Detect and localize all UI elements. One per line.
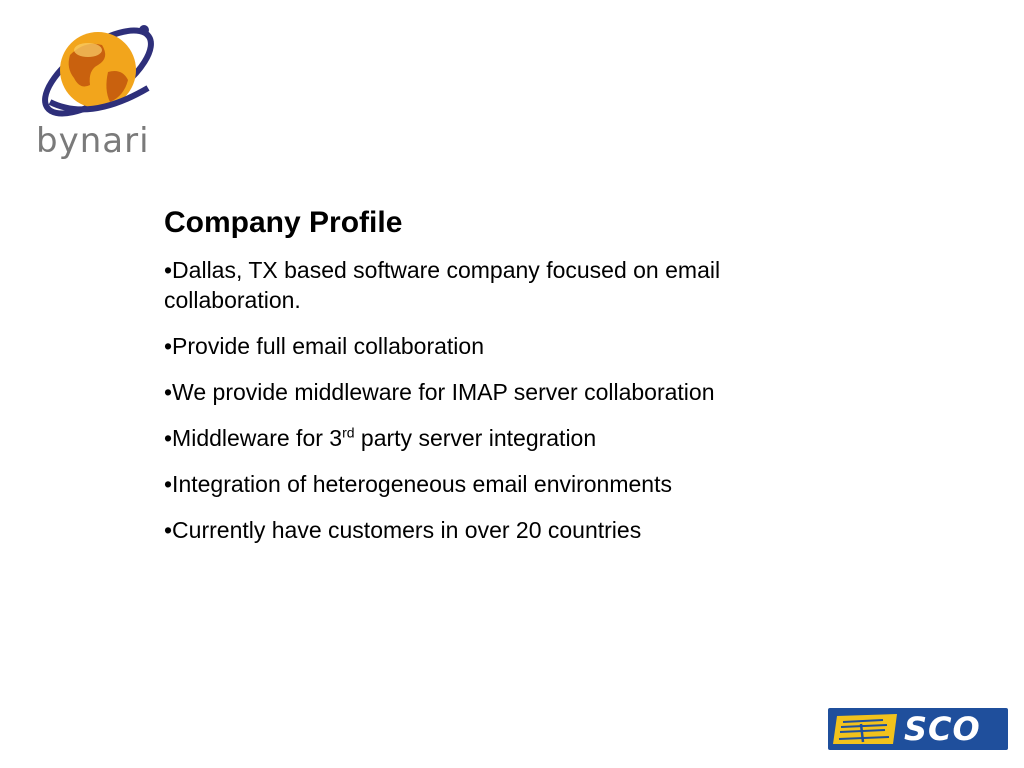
slide-title: Company Profile <box>164 206 403 239</box>
sco-logo <box>828 708 1008 750</box>
sco-wordmark: SCO <box>904 710 981 748</box>
sco-tree-emblem-icon <box>831 712 899 746</box>
globe-orbit-icon <box>30 10 165 130</box>
bullet-item: •Provide full email collaboration <box>164 333 484 359</box>
bullet-item <box>164 423 844 453</box>
ordinal-superscript: rd <box>342 424 355 441</box>
bullet-text-suffix: party server integration <box>354 425 597 451</box>
bullet-item: •Currently have customers in over 20 countries <box>164 517 642 543</box>
bullet-item: •We provide middleware for IMAP server collaboration <box>164 379 715 405</box>
bullet-item: •Dallas, TX based software company focused on email collaboration. <box>164 257 721 313</box>
bullet-list <box>164 255 844 545</box>
bynari-logo <box>30 10 165 160</box>
bynari-wordmark: bynari <box>36 121 150 161</box>
bullet-item: •Integration of heterogeneous email environments <box>164 471 672 497</box>
slide-content <box>164 205 844 561</box>
bullet-text-prefix: •Middleware for 3 <box>164 425 343 451</box>
